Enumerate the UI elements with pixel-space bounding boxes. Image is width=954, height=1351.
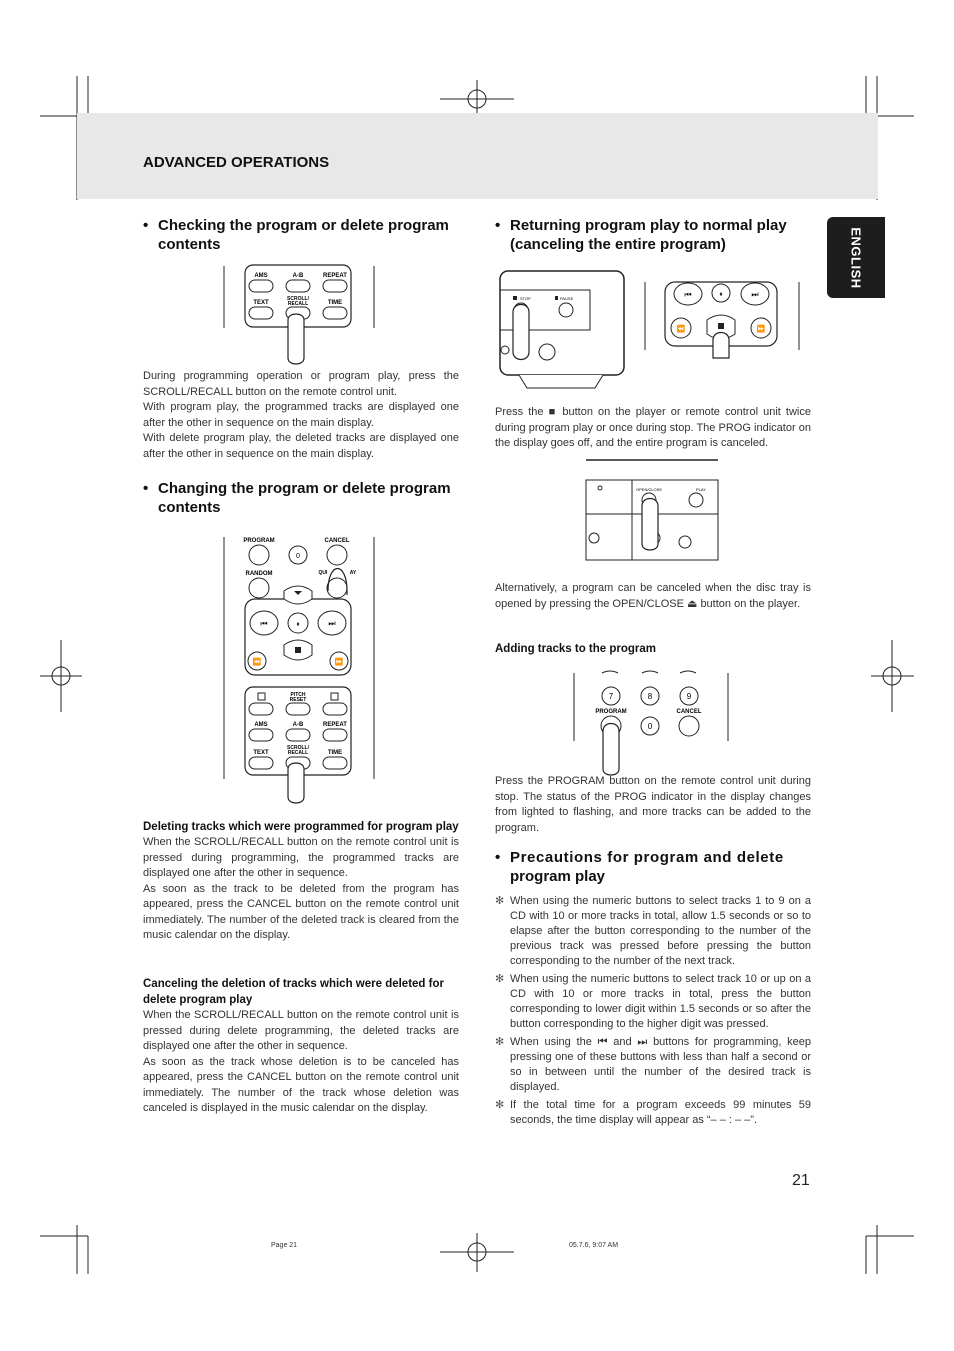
svg-text:⏸: ⏸ bbox=[719, 291, 723, 298]
label-text-2: TEXT bbox=[253, 750, 269, 756]
footer-page: Page 21 bbox=[271, 1242, 298, 1249]
label-qui: QUI bbox=[318, 570, 328, 576]
label-scroll-1: SCROLL/ bbox=[287, 296, 309, 302]
canceling-section bbox=[143, 976, 459, 1117]
language-tab bbox=[827, 217, 885, 298]
label-repeat: REPEAT bbox=[323, 273, 347, 279]
label-time: TIME bbox=[327, 300, 343, 306]
label-0-np: 0 bbox=[647, 722, 653, 731]
label-pitch: PITCH bbox=[290, 692, 306, 698]
section-title: ADVANCED OPERATIONS bbox=[143, 154, 330, 171]
note-item: ✻ When using the numeric buttons to select track 10 or up on a CD with 10 or more tracks in total, press the button corresponding to lower digit within 1.5 seconds or so after the button corresponding to the higher digit was pressed. bbox=[495, 973, 811, 1030]
returning-p1: Press the ■ button on the player or remote control unit twice during program play or once during stop. The PROG indicator on the display goes off, and the entire program is canceled. bbox=[495, 406, 811, 449]
label-repeat-2: REPEAT bbox=[323, 722, 347, 728]
svg-text:⏩: ⏩ bbox=[756, 326, 766, 333]
label-scroll-1b: SCROLL/ bbox=[287, 745, 309, 751]
label-ay: AY bbox=[349, 570, 357, 576]
label-random: RANDOM bbox=[245, 571, 273, 577]
svg-text:⏪: ⏪ bbox=[676, 326, 686, 333]
note-item: ✻ When using the ⏮ and ⏭ buttons for programming, keep pressing one of these buttons with less than half a second or so in between until the number of the desired track is displayed. bbox=[495, 1036, 811, 1093]
section-changing: • Changing the program or delete program contents bbox=[143, 480, 451, 516]
returning-title-2: (canceling the entire program) bbox=[510, 236, 726, 253]
canceling-p1: When the SCROLL/RECALL button on the remote control unit is pressed during delete programming, the deleted tracks are displayed one after the other in sequence. bbox=[143, 1009, 459, 1052]
label-program-np: PROGRAM bbox=[595, 709, 627, 715]
label-text: TEXT bbox=[253, 300, 269, 306]
player-stop-figure bbox=[499, 270, 629, 394]
svg-text:⏮: ⏮ bbox=[684, 290, 692, 299]
note-item: ✻ When using the numeric buttons to select tracks 1 to 9 on a CD with 10 or more tracks in total, allow 1.5 seconds or so to elapse after the button corresponding to the number of the previous track was pressed before pressing the button corresponding to the number of the next track. bbox=[495, 895, 811, 967]
adding-heading: Adding tracks to the program bbox=[495, 643, 657, 655]
svg-text:⏭: ⏭ bbox=[751, 290, 759, 299]
checking-body bbox=[143, 369, 459, 462]
precautions-title-2: program play bbox=[510, 868, 606, 885]
label-9: 9 bbox=[686, 692, 692, 701]
checking-title-1: Checking the program or delete program bbox=[158, 217, 449, 234]
numpad-figure bbox=[572, 669, 732, 777]
label-cancel-np: CANCEL bbox=[676, 709, 702, 715]
svg-text:⏸: ⏸ bbox=[296, 621, 300, 628]
checking-p3: With delete program play, the deleted tracks are displayed one after the other in sequence on the main display. bbox=[143, 432, 459, 460]
note-item: ✻ If the total time for a program exceeds 99 minutes 59 seconds, the time display will appear as “– – : – –”. bbox=[495, 1099, 811, 1126]
label-scroll-2b: RECALL bbox=[287, 750, 309, 756]
deleting-heading: Deleting tracks which were programmed for program play bbox=[143, 821, 459, 833]
returning-p2: Alternatively, a program can be canceled when the disc tray is opened by pressing the OPEN/CLOSE ⏏ button on the player. bbox=[495, 582, 811, 610]
remote-transport-figure bbox=[643, 280, 803, 360]
precautions-title-1: Precautions for program and delete bbox=[510, 849, 784, 866]
remote-figure-large bbox=[222, 533, 378, 805]
changing-title-2: contents bbox=[158, 499, 221, 516]
page-number: 21 bbox=[792, 1172, 810, 1189]
returning-body bbox=[495, 405, 811, 452]
deleting-p1: When the SCROLL/RECALL button on the remote control unit is pressed during programming, the programmed tracks are displayed one after the other in sequence. bbox=[143, 836, 459, 879]
section-checking: • Checking the program or delete program contents bbox=[143, 217, 449, 253]
label-stop: STOP bbox=[520, 296, 531, 301]
label-cancel: CANCEL bbox=[324, 538, 350, 544]
label-ab: A-B bbox=[292, 273, 304, 279]
label-ams: AMS bbox=[254, 273, 268, 279]
label-pause: PAUSE bbox=[560, 296, 574, 301]
label-scroll-2: RECALL bbox=[287, 301, 309, 307]
adding-body bbox=[495, 774, 811, 836]
label-play: PLAY bbox=[696, 487, 706, 492]
svg-text:⏩: ⏩ bbox=[334, 659, 344, 666]
checking-title-2: contents bbox=[158, 236, 221, 253]
adding-p1: Press the PROGRAM button on the remote control unit during stop. The status of the PROG indicator in the display changes from lighted to flashing, and more tracks can be added to the program. bbox=[495, 775, 811, 834]
precautions-notes bbox=[495, 894, 811, 1131]
remote-figure-small bbox=[222, 262, 378, 370]
label-reset: RESET bbox=[289, 697, 307, 703]
deleting-p2: As soon as the track to be deleted from the program has appeared, press the CANCEL button on the remote control unit immediately. The number of the deleted track is cleared from the music calendar on the display. bbox=[143, 882, 459, 941]
footer-timestamp: 05.7.6, 9:07 AM bbox=[569, 1242, 619, 1249]
adding-heading-wrap bbox=[495, 641, 811, 657]
section-returning: • Returning program play to normal play (canceling the entire program) bbox=[495, 217, 787, 253]
label-open: OPEN/CLOSE bbox=[636, 487, 663, 492]
svg-text:⏪: ⏪ bbox=[252, 659, 262, 666]
label-zero: 0 bbox=[296, 553, 300, 560]
label-time-2: TIME bbox=[327, 750, 343, 756]
returning-body-2 bbox=[495, 581, 811, 612]
canceling-heading: Canceling the deletion of tracks which were deleted for delete program play bbox=[143, 978, 444, 1006]
checking-p2: With program play, the programmed tracks are displayed one after the other in sequence on the main display. bbox=[143, 401, 459, 429]
returning-title-1: Returning program play to normal play bbox=[510, 217, 787, 234]
canceling-p2: As soon as the track whose deletion is to be canceled has appeared, press the CANCEL button on the remote control unit immediately. The number of the track whose deletion was canceled is displayed in the music calendar on the display. bbox=[143, 1055, 459, 1114]
deleting-section bbox=[143, 819, 459, 944]
checking-p1: During programming operation or program play, press the SCROLL/RECALL button on the remote control unit. bbox=[143, 370, 459, 398]
label-7: 7 bbox=[608, 692, 614, 701]
language-label: ENGLISH bbox=[848, 226, 864, 289]
svg-text:⏭: ⏭ bbox=[328, 619, 336, 628]
label-ams-2: AMS bbox=[254, 722, 268, 728]
label-ab-2: A-B bbox=[292, 722, 304, 728]
svg-text:⏮: ⏮ bbox=[260, 619, 268, 628]
label-8: 8 bbox=[647, 692, 653, 701]
label-program: PROGRAM bbox=[243, 538, 275, 544]
changing-title-1: Changing the program or delete program bbox=[158, 480, 451, 497]
section-precautions: • Precautions for program and delete program play bbox=[495, 849, 784, 885]
player-open-figure bbox=[584, 458, 722, 566]
